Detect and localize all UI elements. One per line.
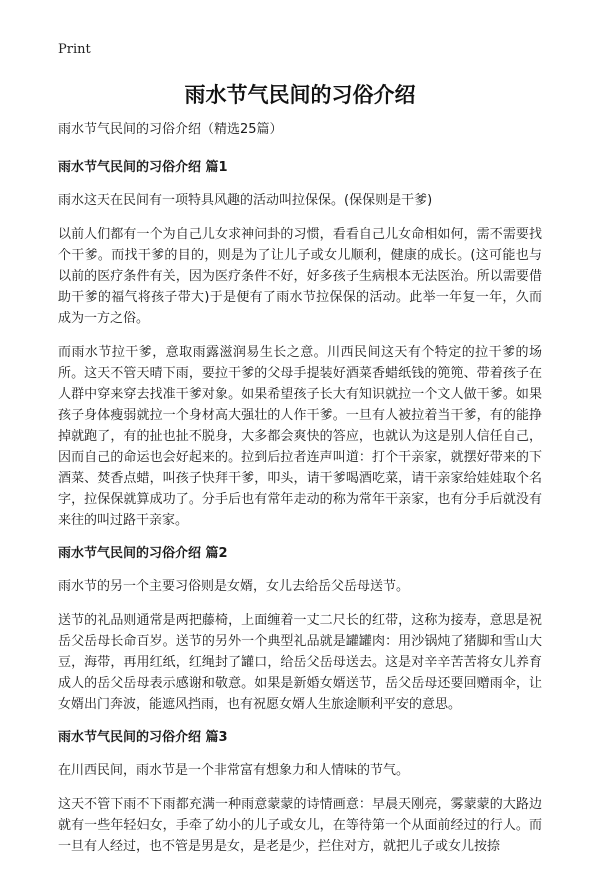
paragraph: 在川西民间，雨水节是一个非常富有想象力和人情味的节气。 [58, 763, 410, 778]
section-1 [58, 158, 542, 531]
paragraph: 雨水这天在民间有一项特具风趣的活动叫拉保保。(保保则是干爹) [58, 193, 433, 208]
document-body [58, 120, 542, 870]
section-heading: 雨水节气民间的习俗介绍 篇2 [58, 546, 228, 561]
paragraph: 送节的礼品则通常是两把藤椅，上面缠着一丈二尺长的红带，这称为接寿，意思是祝岳父岳母长命百岁。送节的另外一个典型礼品就是罐罐肉：用沙锅炖了猪脚和雪山大豆，海带，再用红纸，红绳封了罐口，给岳父岳母送去。这是对辛辛苦苦将女儿养育成人的岳父岳母表示感谢和敬意。如果是新婚女婿送节，岳父岳母还要回赠雨伞，让女婿出门奔波，能遮风挡雨，也有祝愿女婿人生旅途顺利平安的意思。 [58, 613, 542, 712]
section-heading: 雨水节气民间的习俗介绍 篇1 [58, 160, 228, 175]
section-2 [58, 544, 542, 715]
paragraph: 而雨水节拉干爹，意取雨露滋润易生长之意。川西民间这天有个特定的拉干爹的场所。这天不管天晴下雨，要拉干爹的父母手提装好酒菜香蜡纸钱的篼篼、带着孩子在人群中穿来穿去找准干爹对象。如果希望孩子长大有知识就拉一个文人做干爹。如果孩子身体瘦弱就拉一个身材高大强壮的人作干爹。一旦有人被拉着当干爹，有的能挣掉就跑了，有的扯也扯不脱身，大多都会爽快的答应，也就认为这是别人信任自己，因而自己的命运也会好起来的。拉到后拉者连声叫道：打个干亲家，就摆好带来的下酒菜、焚香点蜡，叫孩子快拜干爹，叩头，请干爹喝酒吃菜，请干亲家给娃娃取个名字，拉保保就算成功了。分手后也有常年走动的称为常年干亲家，也有分手后就没有来往的叫过路干亲家。 [58, 345, 542, 528]
section-3 [58, 728, 542, 857]
paragraph: 雨水节的另一个主要习俗则是女婿，女儿去给岳父岳母送节。 [58, 579, 410, 594]
document-subtitle: 雨水节气民间的习俗介绍（精选25篇） [58, 122, 283, 137]
page-title: 雨水节气民间的习俗介绍 [184, 83, 416, 107]
print-label[interactable]: Print [58, 42, 91, 57]
section-heading: 雨水节气民间的习俗介绍 篇3 [58, 730, 228, 745]
paragraph: 以前人们都有一个为自己儿女求神问卦的习惯，看看自己儿女命相如何，需不需要找个干爹。而找干爹的目的，则是为了让儿子或女儿顺利，健康的成长。(这可能也与以前的医疗条件有关，因为医疗条件不好，好多孩子生病根本无法医治。所以需要借助干爹的福气将孩子带大)于是便有了雨水节拉保保的活动。此举一年复一年，久而成为一方之俗。 [58, 227, 542, 326]
paragraph: 这天不管下雨不下雨都充满一种雨意蒙蒙的诗情画意：早晨天刚亮，雾蒙蒙的大路边就有一些年轻妇女，手牵了幼小的儿子或女儿，在等待第一个从面前经过的行人。而一旦有人经过，也不管是男是女，是老是少，拦住对方，就把儿子或女儿按捺 [58, 797, 542, 854]
